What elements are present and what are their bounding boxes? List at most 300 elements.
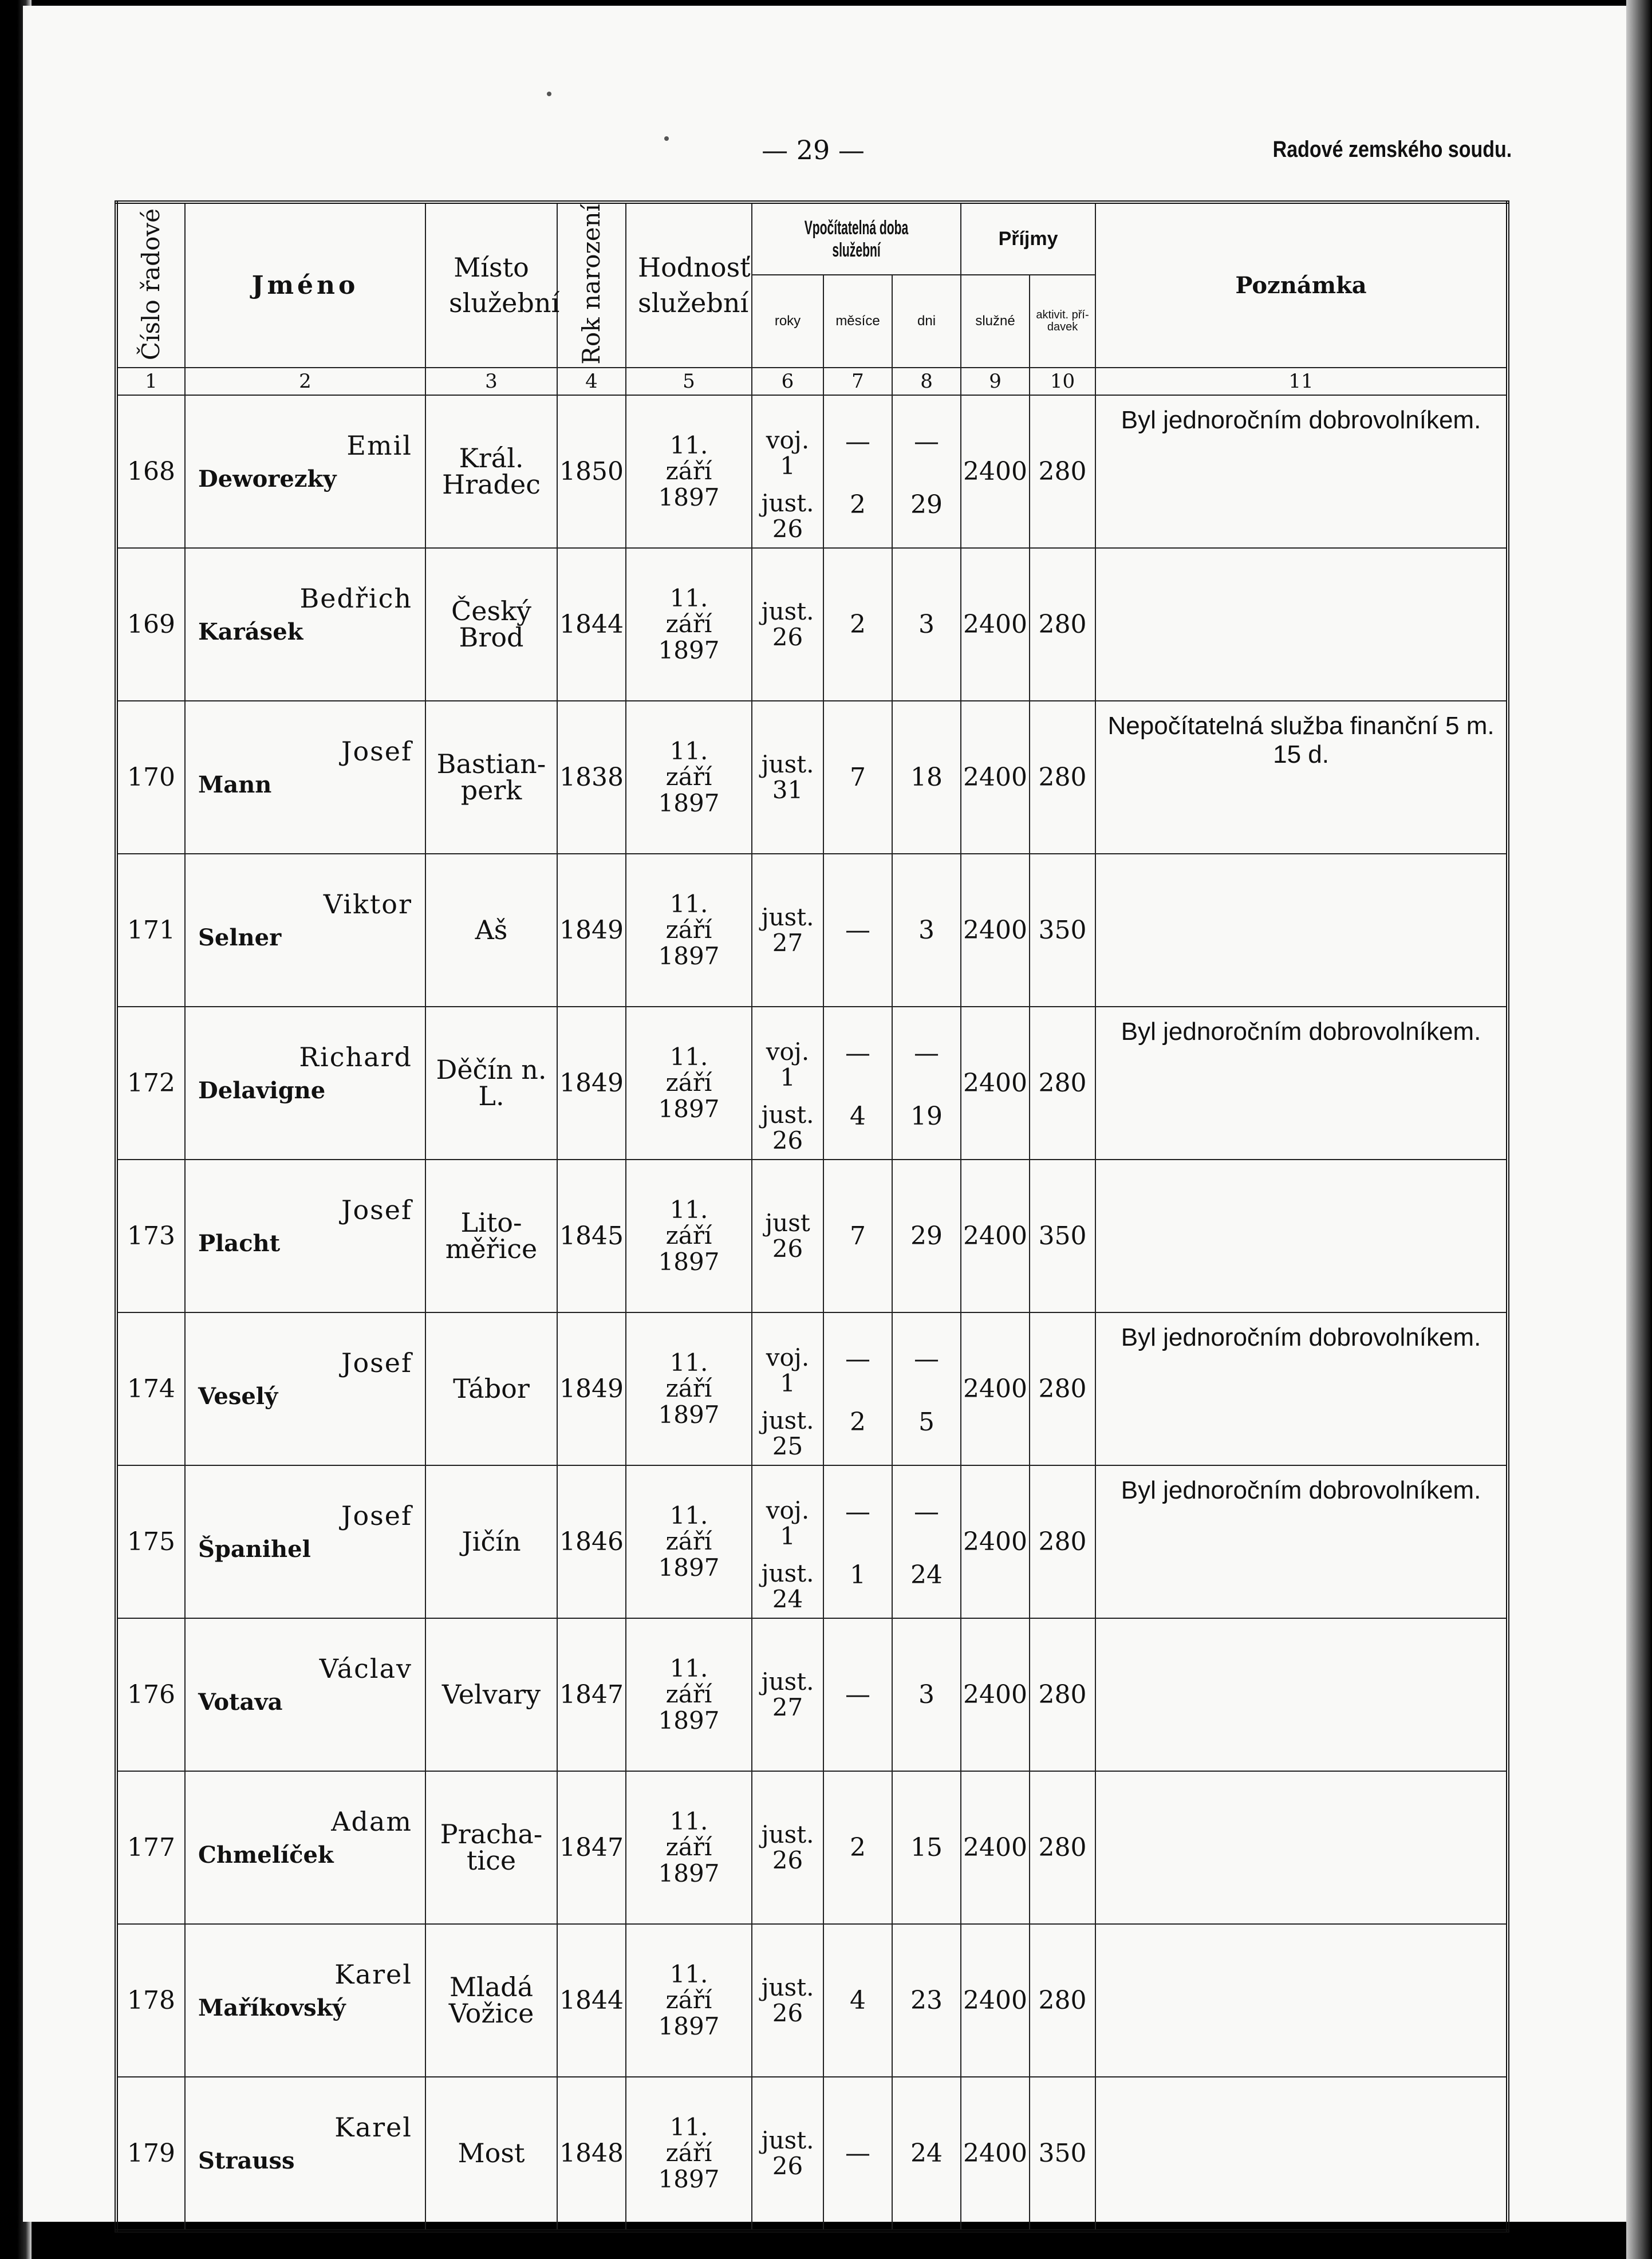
rank-line: září (665, 1374, 712, 1403)
service-years-justice-line: 26 (772, 1235, 803, 1263)
service-years-military-line: voj. (766, 1496, 810, 1524)
rank-line: září (665, 457, 712, 486)
table-row (116, 1160, 1508, 1312)
salary: 2400 (961, 1618, 1030, 1771)
table-row (116, 1465, 1508, 1618)
rank (626, 1771, 752, 1924)
remark: Byl jednoročním dobrovolníkem. (1095, 1007, 1508, 1160)
service-days (892, 1771, 961, 1924)
rank-line: září (665, 1527, 712, 1556)
page-number: — 29 — (762, 135, 865, 165)
given-name: Josef (341, 1347, 412, 1378)
given-name: Richard (299, 1041, 412, 1073)
service-years-justice-line: just. (761, 597, 814, 625)
surname: Votava (198, 1688, 283, 1716)
service-days-justice: 24 (910, 2138, 943, 2168)
service-years-justice (752, 598, 823, 651)
header-birth-year: Rok narození (557, 202, 626, 368)
salary: 2400 (961, 395, 1030, 548)
place (425, 395, 557, 548)
page-shadow-right (1626, 0, 1652, 2259)
service-years-justice-line: 26 (772, 1999, 803, 2028)
bonus: 280 (1030, 1465, 1095, 1618)
service-years-military-line: 1 (780, 1063, 795, 1091)
name-cell (185, 1771, 425, 1924)
rank (626, 1160, 752, 1312)
service-months-justice: — (845, 2138, 870, 2168)
service-years-justice (752, 1974, 823, 2027)
bonus: 280 (1030, 1924, 1095, 2077)
service-years-justice-line: just. (761, 1973, 814, 2001)
remark: Byl jednoročním dobrovolníkem. (1095, 395, 1508, 548)
service-months (823, 1618, 892, 1771)
service-years-justice-line: just. (761, 1820, 814, 1848)
service-years (752, 1618, 823, 1771)
serial-number: 171 (116, 854, 185, 1007)
service-years-military-line: voj. (766, 1343, 810, 1371)
birth-year: 1844 (557, 548, 626, 701)
service-years-justice (752, 1822, 823, 1874)
table-row (116, 1312, 1508, 1465)
rank-line: 1897 (658, 636, 720, 664)
header-service-period: Vpočítatelná doba služební (752, 202, 961, 275)
bonus: 350 (1030, 2077, 1095, 2231)
service-days-justice: 15 (910, 1832, 943, 1862)
service-days (892, 1924, 961, 2077)
service-months-justice: 2 (850, 1407, 866, 1437)
service-years (752, 1924, 823, 2077)
name-cell (185, 1618, 425, 1771)
place (425, 1465, 557, 1618)
column-number: 8 (892, 368, 961, 395)
serial-number: 173 (116, 1160, 185, 1312)
place-line: Most (458, 2138, 525, 2169)
service-years-justice-line: just. (761, 2126, 814, 2154)
service-months-justice: — (845, 915, 870, 945)
surname: Španihel (198, 1535, 311, 1563)
service-years-justice (752, 1102, 823, 1154)
bonus: 280 (1030, 1618, 1095, 1771)
table-row (116, 2077, 1508, 2231)
place-line: Lito- (460, 1207, 522, 1239)
name-cell (185, 1465, 425, 1618)
rank-line: 11. (669, 1349, 708, 1377)
service-days (892, 854, 961, 1007)
remark: Byl jednoročním dobrovolníkem. (1095, 1312, 1508, 1465)
serial-number: 172 (116, 1007, 185, 1160)
place-line: tice (466, 1845, 517, 1876)
place-line: měřice (445, 1233, 538, 1265)
rank-line: 1897 (658, 1553, 720, 1582)
service-months-justice: 7 (850, 1221, 866, 1251)
service-years-justice-line: 26 (772, 515, 803, 543)
birth-year: 1849 (557, 854, 626, 1007)
name-cell (185, 1007, 425, 1160)
rank-line: 1897 (658, 1400, 720, 1429)
rank-line: 1897 (658, 789, 720, 817)
place (425, 854, 557, 1007)
serial-number: 179 (116, 2077, 185, 2231)
rank-line: září (665, 1221, 712, 1250)
rank-line: 1897 (658, 1706, 720, 1734)
salary: 2400 (961, 2077, 1030, 2231)
name-cell (185, 548, 425, 701)
rank-line: září (665, 1069, 712, 1097)
service-years-justice (752, 2127, 823, 2179)
page-header (23, 135, 1626, 169)
service-years-justice-line: 31 (772, 776, 803, 805)
rank-line: 1897 (658, 941, 720, 970)
service-months-justice: 4 (850, 1101, 866, 1131)
surname: Delavigne (198, 1077, 326, 1104)
service-years-justice-line: 26 (772, 623, 803, 652)
service-days (892, 701, 961, 854)
header-remark: Poznámka (1095, 202, 1508, 368)
serial-number: 169 (116, 548, 185, 701)
service-years-justice-line: 26 (772, 1846, 803, 1875)
table-row (116, 548, 1508, 701)
serial-number: 177 (116, 1771, 185, 1924)
service-years-justice-line: 26 (772, 1126, 803, 1154)
service-months-military: — (845, 427, 870, 456)
given-name: Josef (341, 1194, 412, 1225)
header-name: Jméno (185, 202, 425, 368)
service-months (823, 1007, 892, 1160)
rank-line: 11. (669, 1043, 708, 1071)
surname: Deworezky (198, 465, 337, 492)
service-years-justice-line: just (765, 1208, 810, 1237)
given-name: Václav (319, 1653, 412, 1684)
place (425, 2077, 557, 2231)
service-years-justice (752, 1408, 823, 1460)
place (425, 1312, 557, 1465)
rank-line: září (665, 610, 712, 638)
bonus: 280 (1030, 1771, 1095, 1924)
header-rank: Hodnosť služební (626, 202, 752, 368)
service-years-military-line: 1 (780, 452, 795, 480)
service-days-justice: 3 (918, 915, 935, 945)
place (425, 1007, 557, 1160)
service-years (752, 395, 823, 548)
service-days (892, 2077, 961, 2231)
column-number: 4 (557, 368, 626, 395)
print-speck (664, 136, 669, 141)
service-days-justice: 3 (918, 1680, 935, 1709)
place (425, 548, 557, 701)
service-years-military-line: 1 (780, 1522, 795, 1550)
service-years-justice (752, 490, 823, 542)
service-years-justice (752, 751, 823, 803)
bonus: 280 (1030, 701, 1095, 854)
remark: Nepočítatelná služba finanční 5 m. 15 d. (1095, 701, 1508, 854)
serial-number: 176 (116, 1618, 185, 1771)
rank-line: 11. (669, 584, 708, 613)
bonus: 280 (1030, 548, 1095, 701)
service-months (823, 1924, 892, 2077)
service-years-justice-line: 25 (772, 1432, 803, 1460)
given-name: Adam (331, 1805, 412, 1837)
birth-year: 1850 (557, 395, 626, 548)
rank-line: 1897 (658, 483, 720, 511)
service-months-justice: 2 (850, 1832, 866, 1862)
rank-line: 11. (669, 890, 708, 918)
rank-line: 11. (669, 737, 708, 766)
rank-line: září (665, 1986, 712, 2014)
service-days-justice: 23 (910, 1985, 943, 2015)
birth-year: 1845 (557, 1160, 626, 1312)
service-months-military: — (845, 1497, 870, 1527)
place-line: Aš (475, 914, 508, 946)
rank-line: 11. (669, 1807, 708, 1836)
service-days (892, 1465, 961, 1618)
rank-line: 11. (669, 1654, 708, 1683)
rank-line: září (665, 2139, 712, 2167)
serial-number: 175 (116, 1465, 185, 1618)
salary: 2400 (961, 701, 1030, 854)
service-years (752, 1312, 823, 1465)
remark: Byl jednoročním dobrovolníkem. (1095, 1465, 1508, 1618)
rank-line: 11. (669, 2113, 708, 2142)
service-months (823, 2077, 892, 2231)
given-name: Josef (341, 735, 412, 767)
service-months (823, 548, 892, 701)
column-number: 3 (425, 368, 557, 395)
bonus: 280 (1030, 395, 1095, 548)
name-cell (185, 701, 425, 854)
place-line: perk (460, 775, 522, 806)
salary: 2400 (961, 1160, 1030, 1312)
given-name: Josef (341, 1500, 412, 1531)
name-cell (185, 1924, 425, 2077)
table-row (116, 701, 1508, 854)
salary: 2400 (961, 1007, 1030, 1160)
service-days (892, 1160, 961, 1312)
birth-year: 1844 (557, 1924, 626, 2077)
service-days (892, 1007, 961, 1160)
service-years-justice-line: just. (761, 488, 814, 517)
surname: Maříkovský (198, 1994, 346, 2021)
name-cell (185, 2077, 425, 2231)
service-months-military: — (845, 1038, 870, 1068)
header-income: Příjmy (961, 202, 1095, 275)
service-years-justice-line: 27 (772, 929, 803, 957)
service-years-military (752, 1497, 823, 1550)
salary: 2400 (961, 1924, 1030, 2077)
header-months: měsíce (823, 275, 892, 368)
name-cell (185, 1312, 425, 1465)
service-years-justice-line: just. (761, 1559, 814, 1587)
rank-line: 11. (669, 1501, 708, 1530)
service-years (752, 2077, 823, 2231)
place-line: Vožice (448, 1998, 534, 2029)
surname: Selner (198, 924, 282, 951)
place (425, 701, 557, 854)
service-days-justice: 18 (910, 762, 943, 792)
birth-year: 1849 (557, 1312, 626, 1465)
place (425, 1924, 557, 2077)
service-years-justice-line: 27 (772, 1693, 803, 1722)
service-days (892, 548, 961, 701)
rank (626, 701, 752, 854)
service-years-justice-line: just. (761, 1100, 814, 1129)
surname: Placht (198, 1229, 281, 1257)
rank-line: 1897 (658, 1247, 720, 1276)
birth-year: 1848 (557, 2077, 626, 2231)
place (425, 1618, 557, 1771)
header-serial-number: Číslo řadové (116, 202, 185, 368)
bonus: 280 (1030, 1007, 1095, 1160)
salary: 2400 (961, 1312, 1030, 1465)
birth-year: 1847 (557, 1771, 626, 1924)
surname: Chmelíček (198, 1841, 334, 1868)
rank-line: 1897 (658, 2165, 720, 2193)
service-months (823, 395, 892, 548)
header-days: dni (892, 275, 961, 368)
table-row (116, 1618, 1508, 1771)
place-line: Tábor (453, 1373, 530, 1405)
given-name: Bedřich (299, 582, 412, 614)
service-years-justice-line: just. (761, 902, 814, 931)
place-line: Bastian- (436, 748, 546, 780)
remark (1095, 1924, 1508, 2077)
place-line: Velvary (441, 1679, 541, 1710)
service-years-justice-line: 26 (772, 2152, 803, 2181)
place-line: Jičín (462, 1526, 521, 1558)
service-days-military: — (914, 427, 940, 456)
service-years (752, 548, 823, 701)
service-years (752, 1771, 823, 1924)
given-name: Karel (334, 1958, 412, 1990)
header-salary: služné (961, 275, 1030, 368)
surname: Karásek (198, 618, 303, 645)
service-years-justice (752, 1210, 823, 1262)
rank-line: září (665, 763, 712, 791)
rank-line: září (665, 916, 712, 944)
service-days-justice: 24 (910, 1560, 943, 1590)
service-days (892, 395, 961, 548)
service-months (823, 1465, 892, 1618)
column-number: 1 (116, 368, 185, 395)
column-number: 9 (961, 368, 1030, 395)
birth-year: 1847 (557, 1618, 626, 1771)
place-line: Český (451, 596, 531, 627)
service-years-military-line: voj. (766, 425, 810, 454)
birth-year: 1846 (557, 1465, 626, 1618)
place-line: Pracha- (440, 1819, 543, 1850)
place (425, 1771, 557, 1924)
rank (626, 1465, 752, 1618)
column-number: 5 (626, 368, 752, 395)
column-number: 7 (823, 368, 892, 395)
service-days (892, 1312, 961, 1465)
name-cell (185, 395, 425, 548)
service-years-justice (752, 1669, 823, 1721)
remark (1095, 1771, 1508, 1924)
service-years-justice (752, 1560, 823, 1613)
table-row (116, 854, 1508, 1007)
service-years-military-line: voj. (766, 1037, 810, 1066)
rank-line: 1897 (658, 1859, 720, 1887)
given-name: Viktor (323, 888, 412, 920)
place (425, 1160, 557, 1312)
service-months-justice: 1 (850, 1560, 866, 1590)
column-number: 2 (185, 368, 425, 395)
service-days-military: — (914, 1038, 940, 1068)
service-months (823, 1312, 892, 1465)
remark (1095, 548, 1508, 701)
table-body (116, 395, 1508, 2231)
running-title: Radové zemského soudu. (1272, 137, 1512, 162)
rank (626, 1312, 752, 1465)
service-months (823, 701, 892, 854)
service-years-justice-line: just. (761, 750, 814, 778)
given-name: Emil (346, 429, 412, 461)
service-days-justice: 19 (910, 1101, 943, 1131)
service-months (823, 854, 892, 1007)
service-months-justice: 7 (850, 762, 866, 792)
service-years (752, 701, 823, 854)
service-years (752, 1465, 823, 1618)
service-days-military: — (914, 1344, 940, 1374)
service-years (752, 1007, 823, 1160)
birth-year: 1838 (557, 701, 626, 854)
table-row (116, 395, 1508, 548)
service-years-military (752, 427, 823, 479)
given-name: Karel (334, 2111, 412, 2143)
remark (1095, 2077, 1508, 2231)
bonus: 280 (1030, 1312, 1095, 1465)
rank-line: 11. (669, 1960, 708, 1989)
service-months-justice: 2 (850, 490, 866, 519)
column-number: 11 (1095, 368, 1508, 395)
place-line: Hradec (442, 469, 541, 500)
surname: Strauss (198, 2147, 295, 2174)
remark (1095, 854, 1508, 1007)
surname: Veselý (198, 1382, 278, 1410)
column-number: 10 (1030, 368, 1095, 395)
service-years-justice-line: just. (761, 1667, 814, 1696)
serial-number: 168 (116, 395, 185, 548)
name-cell (185, 1160, 425, 1312)
rank (626, 548, 752, 701)
serial-number: 170 (116, 701, 185, 854)
service-years-justice (752, 904, 823, 956)
service-years-military (752, 1345, 823, 1397)
table-row (116, 1007, 1508, 1160)
service-years (752, 1160, 823, 1312)
rank (626, 1618, 752, 1771)
service-days-justice: 5 (918, 1407, 935, 1437)
remark (1095, 1160, 1508, 1312)
service-months-justice: — (845, 1680, 870, 1709)
service-days-justice: 29 (910, 1221, 943, 1251)
service-days-justice: 29 (910, 490, 943, 519)
service-years-military-line: 1 (780, 1369, 795, 1397)
name-cell (185, 854, 425, 1007)
rank (626, 1924, 752, 2077)
salary: 2400 (961, 548, 1030, 701)
service-years-justice-line: 24 (772, 1585, 803, 1613)
rank-line: září (665, 1680, 712, 1709)
service-years-justice-line: just. (761, 1406, 814, 1434)
serial-number: 178 (116, 1924, 185, 2077)
service-months-justice: 2 (850, 609, 866, 639)
rank-line: 11. (669, 1196, 708, 1224)
rank-line: 1897 (658, 1094, 720, 1123)
birth-year: 1849 (557, 1007, 626, 1160)
rank-line: září (665, 1833, 712, 1862)
remark (1095, 1618, 1508, 1771)
